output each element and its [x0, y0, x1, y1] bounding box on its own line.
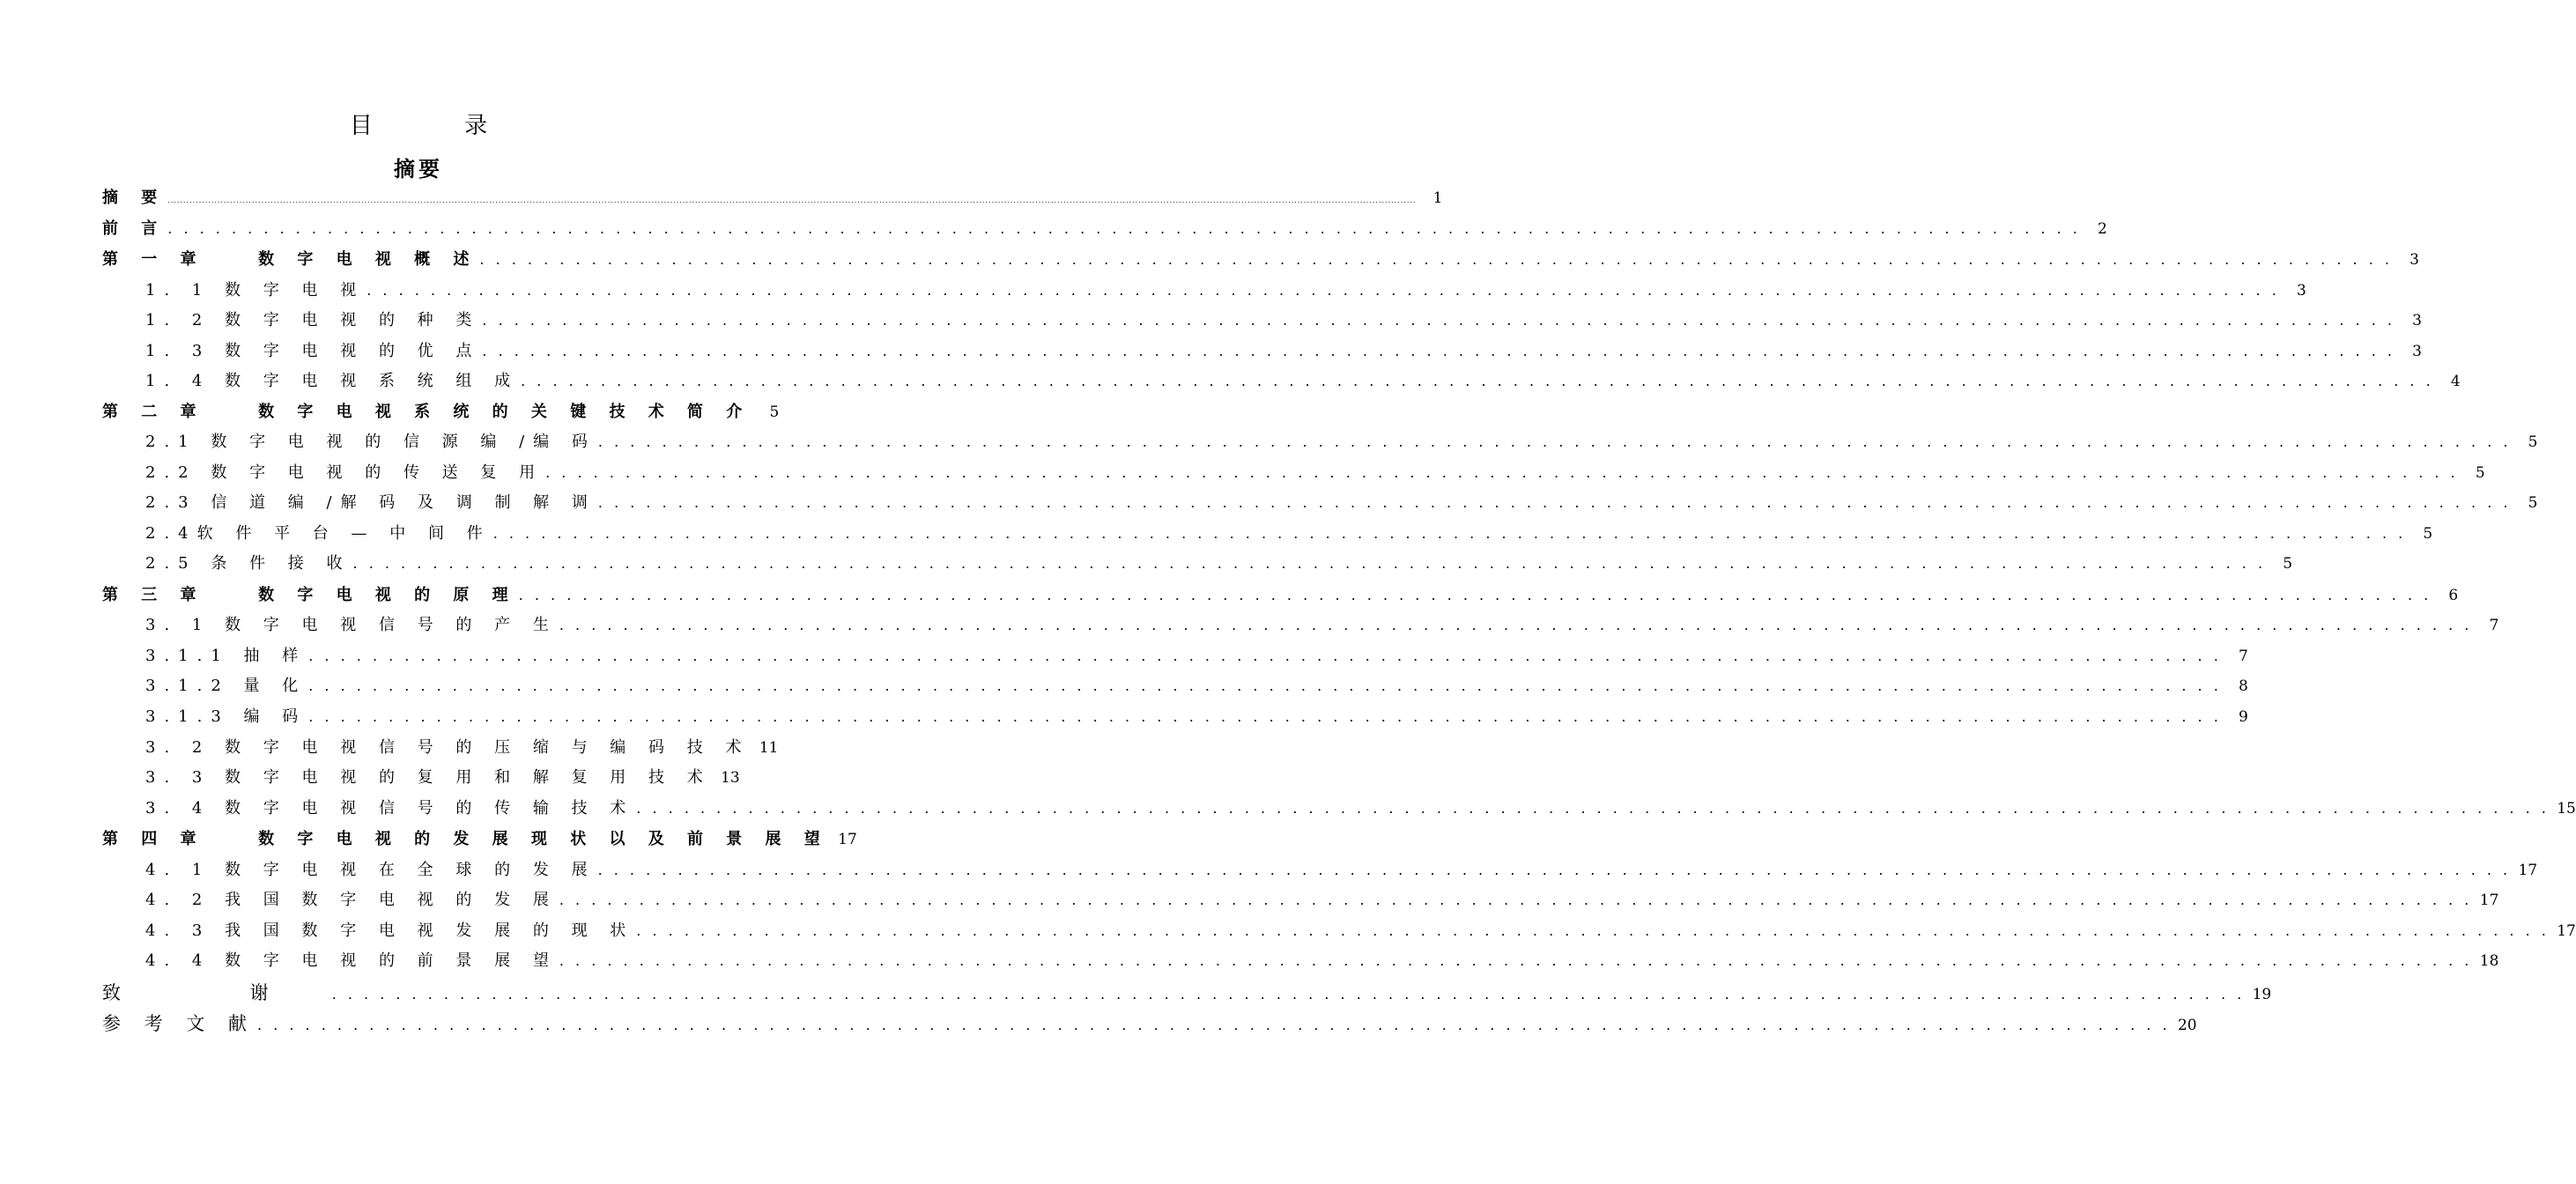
toc-entry-page: 13: [721, 769, 740, 787]
toc-entry-label: 1. 3 数 字 电 视 的 优 点: [145, 342, 481, 360]
toc-entry-page: 17: [2557, 922, 2576, 940]
toc-entry-label: 第 三 章 数 字 电 视 的 原 理: [102, 586, 517, 604]
toc-entry-label: 摘 要: [102, 189, 167, 207]
dot-leader: . . . . . . . . . . . . . . . . . . . . . . . . . . . . . . . . . . . . . . . . . . . . . . . . . . . . . . . . . . . . . . . . . . . . . . . . . . . . . . . . . . . . . . . . . . . . . . . . . . . . . . . . . . . . . . . . . . . . . . . .: [597, 862, 2512, 878]
toc-entry: [102, 185, 1443, 211]
toc-entry-label: 3. 4 数 字 电 视 信 号 的 传 输 技 术: [145, 799, 635, 818]
toc-entry-page: 15: [2557, 800, 2576, 818]
dot-leader: . . . . . . . . . . . . . . . . . . . . . . . . . . . . . . . . . . . . . . . . . . . . . . . . . . . . . . . . . . . . . . . . . . . . . . . . . . . . . . . . . . . . . . . . . . . . . . . . . . . . . . . . . . . . . . . . . . . . . . . .: [308, 648, 2222, 664]
dot-leader: . . . . . . . . . . . . . . . . . . . . . . . . . . . . . . . . . . . . . . . . . . . . . . . . . . . . . . . . . . . . . . . . . . . . . . . . . . . . . . . . . . . . . . . . . . . . . . . . . . . . . . . . . . . . . . . . . . . . . . . .: [518, 587, 2432, 603]
toc-entry-page: 5: [2528, 494, 2538, 512]
toc-entry-label: 3. 3 数 字 电 视 的 复 用 和 解 复 用 技 术: [145, 768, 712, 787]
toc-entry-label: 4. 2 我 国 数 字 电 视 的 发 展: [145, 891, 558, 909]
toc-entry: [145, 857, 2538, 884]
toc-entry-label: 2.2 数 字 电 视 的 传 送 复 用: [145, 463, 544, 482]
toc-entry-label: 1. 1 数 字 电 视: [145, 281, 366, 300]
dot-leader: . . . . . . . . . . . . . . . . . . . . . . . . . . . . . . . . . . . . . . . . . . . . . . . . . . . . . . . . . . . . . . . . . . . . . . . . . . . . . . . . . . . . . . . . . . . . . . . . . . . . . . . . . . . . . . . . . . . . . . . .: [479, 251, 2393, 268]
toc-entry: [145, 490, 2538, 516]
toc-entry-label: 1. 4 数 字 电 视 系 统 组 成: [145, 372, 520, 390]
toc-entry: [145, 735, 779, 761]
toc-entry: [145, 278, 2306, 304]
toc-entry: [102, 399, 780, 426]
toc-entry-label: 第 四 章 数 字 电 视 的 发 展 现 状 以 及 前 景 展 望: [102, 830, 829, 848]
toc-entry-label: 3. 1 数 字 电 视 信 号 的 产 生: [145, 616, 558, 634]
toc-entry-label: 前 言: [102, 219, 167, 238]
dot-leader: . . . . . . . . . . . . . . . . . . . . . . . . . . . . . . . . . . . . . . . . . . . . . . . . . . . . . . . . . . . . . . . . . . . . . . . . . . . . . . . . . . . . . . . . . . . . . . . . . . . . . . . . . . . . . . . . . . . . . . . .: [597, 433, 2512, 450]
toc-entry-page: 2: [2098, 220, 2107, 238]
dot-leader: . . . . . . . . . . . . . . . . . . . . . . . . . . . . . . . . . . . . . . . . . . . . . . . . . . . . . . . . . . . . . . . . . . . . . . . . . . . . . . . . . . . . . . . . . . . . . . . . . . . . . . . . . . . . . . . . . . . . . . . .: [257, 1017, 2171, 1033]
toc-entry: [145, 338, 2422, 365]
toc-entry-page: 19: [2252, 986, 2272, 1003]
toc-entry-page: 17: [2518, 862, 2538, 879]
toc-entry-label: 3.1.2 量 化: [145, 677, 307, 695]
toc-entry: [102, 979, 2272, 1005]
toc-entry-page: 20: [2177, 1017, 2197, 1034]
toc-entry: [145, 796, 2576, 822]
toc-entry: [145, 368, 2461, 395]
toc-entry-page: 5: [2423, 525, 2433, 543]
dot-leader: . . . . . . . . . . . . . . . . . . . . . . . . . . . . . . . . . . . . . . . . . . . . . . . . . . . . . . . . . . . . . . . . . . . . . . . . . . . . . . . . . . . . . . . . . . . . . . . . . . . . . . . . . . . . . . . . . . . . . . . .: [597, 494, 2512, 511]
dot-leader: . . . . . . . . . . . . . . . . . . . . . . . . . . . . . . . . . . . . . . . . . . . . . . . . . . . . . . . . . . . . . . . . . . . . . . . . . . . . . . . . . . . . . . . . . . . . . . . . . . . . . . . . . . . . . . . . . . . . . . . .: [482, 343, 2395, 359]
toc-entry-page: 3: [2412, 343, 2422, 360]
dot-leader: . . . . . . . . . . . . . . . . . . . . . . . . . . . . . . . . . . . . . . . . . . . . . . . . . . . . . . . . . . . . . . . . . . . . . . . . . . . . . . . . . . . . . . . . . . . . . . . . . . . . . . . . . . . . . . . . . . . . . . . .: [366, 282, 2280, 299]
dot-leader: . . . . . . . . . . . . . . . . . . . . . . . . . . . . . . . . . . . . . . . . . . . . . . . . . . . . . . . . . . . . . . . . . . . . . . . . . . . . . . . . . . . . . . . . . . . . . . . . . . . . . . . . . . . . . . . . . . . . . . . .: [167, 220, 2081, 237]
toc-entry-page: 7: [2238, 648, 2248, 665]
toc-entry-page: 5: [2528, 433, 2538, 451]
toc-entry-page: 17: [2479, 892, 2499, 909]
toc-entry: [145, 643, 2248, 670]
toc-entry-label: 2.5 条 件 接 收: [145, 554, 352, 573]
dot-leader: . . . . . . . . . . . . . . . . . . . . . . . . . . . . . . . . . . . . . . . . . . . . . . . . . . . . . . . . . . . . . . . . . . . . . . . . . . . . . . . . . . . . . . . . . . . . . . . . . . . . . . . . . . . . . . . . . . . . . . . .: [331, 986, 2246, 1003]
toc-entry: [145, 704, 2248, 730]
toc-entry-label: 参 考 文 献: [102, 1013, 256, 1034]
toc-entry-page: 5: [2283, 555, 2293, 573]
dot-leader: . . . . . . . . . . . . . . . . . . . . . . . . . . . . . . . . . . . . . . . . . . . . . . . . . . . . . . . . . . . . . . . . . . . . . . . . . . . . . . . . . . . . . . . . . . . . . . . . . . . . . . . . . . . . . . . . . . . . . . . .: [482, 312, 2395, 329]
toc-entry-page: 3: [2409, 251, 2419, 269]
toc-entry-label: 致 谢: [102, 982, 330, 1003]
toc-entry-label: 3.1.1 抽 样: [145, 647, 307, 665]
toc-entry-page: 5: [769, 403, 780, 421]
dot-leader: . . . . . . . . . . . . . . . . . . . . . . . . . . . . . . . . . . . . . . . . . . . . . . . . . . . . . . . . . . . . . . . . . . . . . . . . . . . . . . . . . . . . . . . . . . . . . . . . . . . . . . . . . . . . . . . . . . . . . . . .: [559, 617, 2473, 633]
toc-entry: [145, 521, 2433, 547]
toc-entry-label: 2.3 信 道 编 /解 码 及 调 制 解 调: [145, 493, 596, 512]
toc-entry: [145, 918, 2576, 944]
toc-entry-label: 4. 1 数 字 电 视 在 全 球 的 发 展: [145, 861, 596, 879]
toc-entry-page: 5: [2475, 464, 2485, 482]
toc-entry: [102, 1010, 2197, 1036]
toc-entry-page: 3: [2412, 312, 2422, 329]
toc-entry-page: 9: [2238, 708, 2248, 726]
dot-leader: . . . . . . . . . . . . . . . . . . . . . . . . . . . . . . . . . . . . . . . . . . . . . . . . . . . . . . . . . . . . . . . . . . . . . . . . . . . . . . . . . . . . . . . . . . . . . . . . . . . . . . . . . . . . . . . . . . . . . . . .: [545, 464, 2459, 481]
toc-entry: [145, 887, 2499, 914]
dot-leader: . . . . . . . . . . . . . . . . . . . . . . . . . . . . . . . . . . . . . . . . . . . . . . . . . . . . . . . . . . . . . . . . . . . . . . . . . . . . . . . . . . . . . . . . . . . . . . . . . . . . . . . . . . . . . . . . . . . . . . . .: [636, 800, 2550, 817]
toc-entry: [102, 247, 2419, 273]
toc-entry-label: 1. 2 数 字 电 视 的 种 类: [145, 311, 481, 329]
toc-entry: [145, 948, 2499, 974]
toc-entry: [145, 429, 2538, 455]
dot-leader: . . . . . . . . . . . . . . . . . . . . . . . . . . . . . . . . . . . . . . . . . . . . . . . . . . . . . . . . . . . . . . . . . . . . . . . . . . . . . . . . . . . . . . . . . . . . . . . . . . . . . . . . . . . . . . . . . . . . . . . .: [352, 555, 2267, 572]
toc-entry-label: 第 一 章 数 字 电 视 概 述: [102, 250, 478, 269]
toc-entry-page: 3: [2296, 282, 2306, 300]
toc-entry: [145, 460, 2485, 486]
toc-entry-label: 4. 4 数 字 电 视 的 前 景 展 望: [145, 951, 558, 970]
toc-entry: [145, 551, 2293, 577]
toc-entry-page: 4: [2450, 373, 2461, 390]
toc-entry-label: 4. 3 我 国 数 字 电 视 发 展 的 现 状: [145, 921, 635, 940]
dot-leader: . . . . . . . . . . . . . . . . . . . . . . . . . . . . . . . . . . . . . . . . . . . . . . . . . . . . . . . . . . . . . . . . . . . . . . . . . . . . . . . . . . . . . . . . . . . . . . . . . . . . . . . . . . . . . . . . . . . . . . . .: [492, 525, 2407, 542]
toc-entry-page: 7: [2489, 617, 2499, 634]
toc-entry-page: 18: [2479, 952, 2499, 970]
toc-entry: [102, 216, 2107, 242]
dot-leader: ................................................................................................................................................................................................................................................................................................................................................................................................................: [167, 196, 1417, 204]
toc-entry-page: 11: [759, 739, 779, 757]
toc-subtitle: 摘要: [394, 157, 443, 181]
toc-entry: [102, 826, 857, 853]
toc-entry-page: 8: [2238, 677, 2248, 695]
toc-title: 目 录: [349, 113, 530, 139]
toc-entry-page: 1: [1432, 189, 1443, 207]
dot-leader: . . . . . . . . . . . . . . . . . . . . . . . . . . . . . . . . . . . . . . . . . . . . . . . . . . . . . . . . . . . . . . . . . . . . . . . . . . . . . . . . . . . . . . . . . . . . . . . . . . . . . . . . . . . . . . . . . . . . . . . .: [559, 952, 2473, 969]
toc-entry: [145, 765, 740, 791]
toc-entry-label: 第 二 章 数 字 电 视 系 统 的 关 键 技 术 简 介: [102, 403, 751, 421]
toc-entry-page: 17: [838, 831, 857, 848]
toc-entry-label: 2.1 数 字 电 视 的 信 源 编 /编 码: [145, 433, 596, 451]
dot-leader: . . . . . . . . . . . . . . . . . . . . . . . . . . . . . . . . . . . . . . . . . . . . . . . . . . . . . . . . . . . . . . . . . . . . . . . . . . . . . . . . . . . . . . . . . . . . . . . . . . . . . . . . . . . . . . . . . . . . . . . .: [559, 892, 2473, 908]
toc-entry: [145, 612, 2499, 639]
dot-leader: . . . . . . . . . . . . . . . . . . . . . . . . . . . . . . . . . . . . . . . . . . . . . . . . . . . . . . . . . . . . . . . . . . . . . . . . . . . . . . . . . . . . . . . . . . . . . . . . . . . . . . . . . . . . . . . . . . . . . . . .: [308, 677, 2222, 694]
toc-entry: [102, 582, 2459, 609]
dot-leader: . . . . . . . . . . . . . . . . . . . . . . . . . . . . . . . . . . . . . . . . . . . . . . . . . . . . . . . . . . . . . . . . . . . . . . . . . . . . . . . . . . . . . . . . . . . . . . . . . . . . . . . . . . . . . . . . . . . . . . . .: [308, 708, 2222, 725]
toc-entry-page: 6: [2448, 587, 2459, 604]
toc-entry: [145, 307, 2422, 334]
toc-entry-label: 3.1.3 编 码: [145, 707, 307, 726]
toc-entry-label: 3. 2 数 字 电 视 信 号 的 压 缩 与 编 码 技 术: [145, 738, 751, 757]
dot-leader: . . . . . . . . . . . . . . . . . . . . . . . . . . . . . . . . . . . . . . . . . . . . . . . . . . . . . . . . . . . . . . . . . . . . . . . . . . . . . . . . . . . . . . . . . . . . . . . . . . . . . . . . . . . . . . . . . . . . . . . .: [521, 373, 2434, 389]
toc-entry-label: 2.4软 件 平 台 — 中 间 件: [145, 524, 492, 543]
dot-leader: . . . . . . . . . . . . . . . . . . . . . . . . . . . . . . . . . . . . . . . . . . . . . . . . . . . . . . . . . . . . . . . . . . . . . . . . . . . . . . . . . . . . . . . . . . . . . . . . . . . . . . . . . . . . . . . . . . . . . . . .: [636, 922, 2550, 939]
toc-entry: [145, 673, 2248, 699]
